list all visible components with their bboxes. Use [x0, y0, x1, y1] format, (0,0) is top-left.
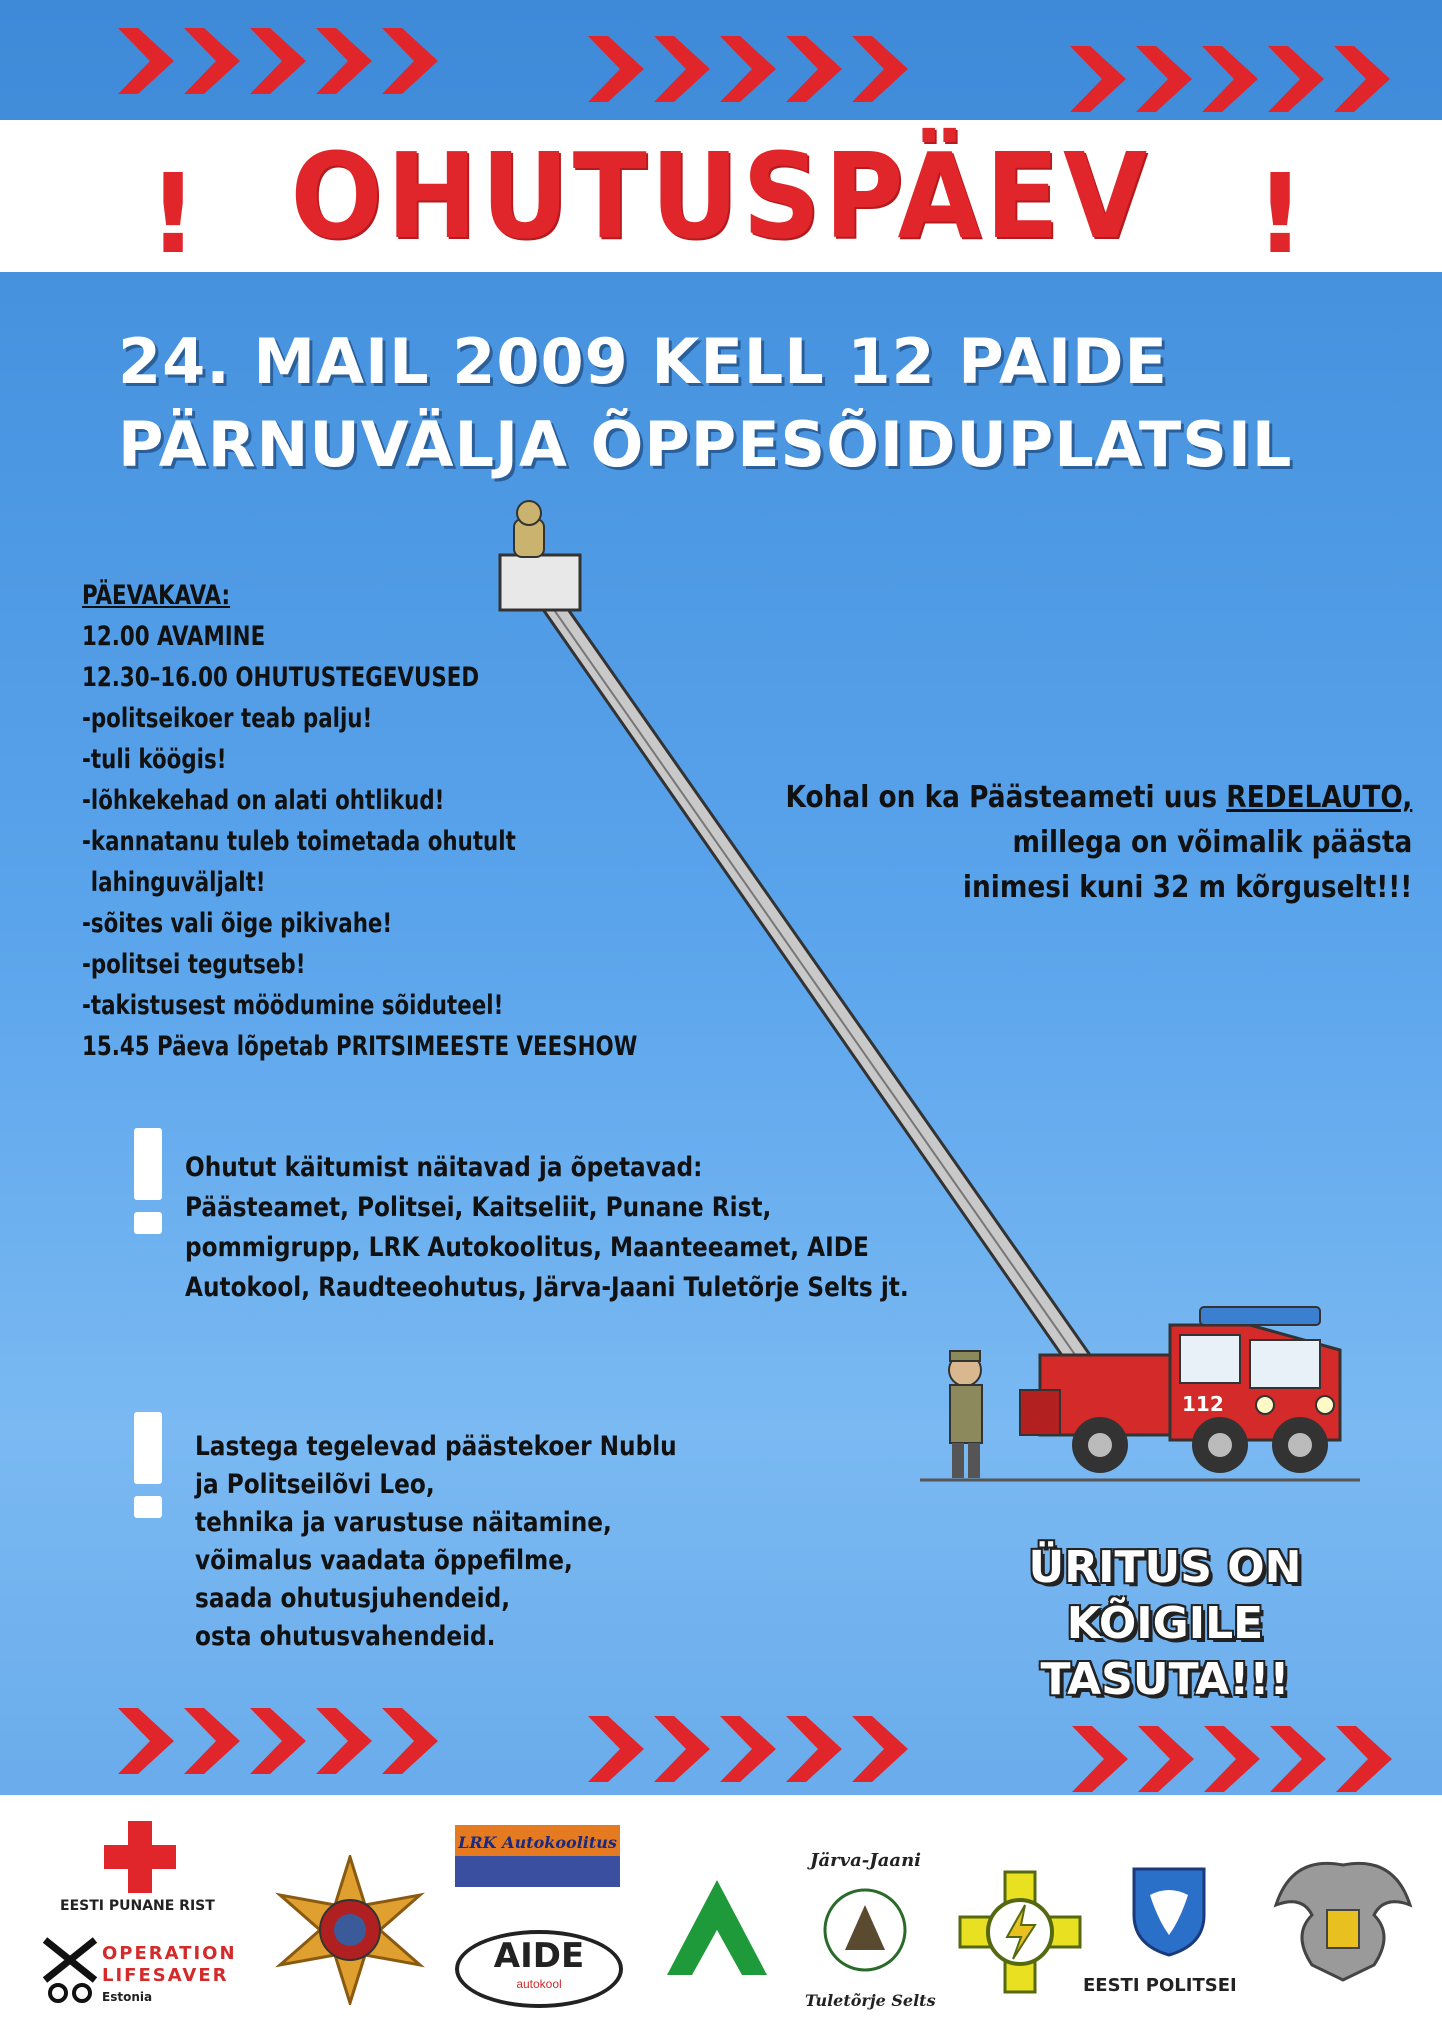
fire-truck-body [920, 1307, 1360, 1480]
headline-location: PÄRNUVÄLJA ÕPPESÕIDUPLATSIL [118, 408, 1293, 481]
chevron-right-icon [316, 1702, 372, 1780]
kids-line: Lastega tegelevad päästekoer Nublu [195, 1431, 677, 1462]
exclamation-icon [130, 1412, 166, 1522]
chevron-right-icon [184, 1702, 240, 1780]
kids-line: saada ohutusjuhendeid, [195, 1583, 511, 1614]
police-label: EESTI POLITSEI [1083, 1975, 1237, 1996]
aide-logo [455, 1930, 623, 2008]
top-arrows-center [588, 30, 908, 108]
partners-line: Ohutut käitumist näitavad ja õpetavad: [185, 1152, 703, 1183]
schedule-list [82, 575, 680, 1067]
chevron-right-icon [382, 22, 438, 100]
chevron-right-icon [184, 22, 240, 100]
schedule-item: -takistusest möödumine sõiduteel! [82, 990, 504, 1021]
free-event-notice [1000, 1540, 1330, 1708]
ladder-info-line2: millega on võimalik päästa [1012, 825, 1412, 860]
chevron-right-icon [316, 22, 372, 100]
schedule-item: 12.30–16.00 OHUTUSTEGEVUSED [82, 662, 480, 693]
chevron-right-icon [588, 30, 644, 108]
lifesaver-line2: LIFESAVER [102, 1965, 229, 1986]
exclamation-icon [130, 1128, 166, 1238]
chevron-right-icon [382, 1702, 438, 1780]
free-line: KÕIGILE [1066, 1598, 1264, 1649]
poster-title: OHUTUSPÄEV [290, 127, 1152, 265]
schedule-item: -tuli köögis! [82, 744, 227, 775]
free-line: ÜRITUS ON [1028, 1542, 1302, 1593]
schedule-heading: PÄEVAKAVA: [82, 580, 231, 611]
partners-line: Autokool, Raudteeohutus, Järva-Jaani Tuletõrje Selts jt. [185, 1272, 909, 1303]
eagle-emblem-icon [1272, 1855, 1414, 1985]
defence-league-cross-icon [955, 1867, 1085, 1997]
kids-line: võimalus vaadata õppefilme, [195, 1545, 573, 1576]
chevron-right-icon [786, 30, 842, 108]
lrk-logo [455, 1825, 620, 1887]
sponsor-logos [0, 1795, 1442, 2041]
schedule-item: lahinguväljalt! [90, 867, 266, 898]
chevron-right-icon [1138, 1720, 1194, 1798]
chevron-right-icon [1070, 40, 1126, 118]
railway-crossing-icon [40, 1935, 100, 2005]
jarva-jaani-fire-society-logo-icon [800, 1850, 930, 2010]
chevron-right-icon [1136, 40, 1192, 118]
aide-label: AIDE [493, 1936, 585, 1976]
schedule-item: -politsei tegutseb! [82, 949, 306, 980]
partners-line: pommigrupp, LRK Autokoolitus, Maanteeamet, AIDE [185, 1232, 869, 1263]
chevron-right-icon [786, 1710, 842, 1788]
schedule-item: -kannatanu tuleb toimetada ohutult [82, 826, 516, 857]
chevron-right-icon [852, 30, 908, 108]
chevron-right-icon [588, 1710, 644, 1788]
schedule-item: 12.00 AVAMINE [82, 621, 266, 652]
kids-line: osta ohutusvahendeid. [195, 1621, 496, 1652]
top-arrows-right [1070, 40, 1390, 118]
chevron-right-icon [1268, 40, 1324, 118]
chevron-right-icon [654, 1710, 710, 1788]
schedule-item: -lõhkekehad on alati ohtlikud! [82, 785, 445, 816]
jarva-jaani-top: Järva-Jaani [810, 1850, 922, 1871]
red-cross-label: EESTI PUNANE RIST [60, 1898, 215, 1914]
jarva-jaani-bottom: Tuletõrje Selts [805, 1991, 936, 2010]
kids-block [195, 1428, 677, 1656]
rescue-board-star-icon [275, 1855, 425, 2005]
free-line: TASUTA!!! [1040, 1654, 1290, 1705]
schedule-item: -sõites vali õige pikivahe! [82, 908, 393, 939]
chevron-right-icon [852, 1710, 908, 1788]
bottom-arrows-right [1072, 1720, 1392, 1798]
chevron-right-icon [654, 30, 710, 108]
chevron-right-icon [1202, 40, 1258, 118]
title-exclamation-right: ! [1255, 150, 1306, 278]
truck-number: 112 [1182, 1392, 1224, 1416]
chevron-right-icon [118, 1702, 174, 1780]
lifesaver-line1: OPERATION [102, 1943, 237, 1964]
chevron-right-icon [720, 30, 776, 108]
chevron-right-icon [1204, 1720, 1260, 1798]
kids-line: tehnika ja varustuse näitamine, [195, 1507, 612, 1538]
bottom-arrows-center [588, 1710, 908, 1788]
kids-line: ja Politseilõvi Leo, [195, 1469, 435, 1500]
ladder-info-line3: inimesi kuni 32 m kõrguselt!!! [962, 870, 1412, 905]
lrk-label: LRK Autokoolitus [458, 1833, 617, 1852]
lifesaver-line3: Estonia [102, 1990, 153, 2004]
bottom-arrows-left [118, 1702, 438, 1780]
headline-date: 24. MAIL 2009 KELL 12 PAIDE [118, 325, 1168, 398]
road-administration-logo-icon [662, 1875, 772, 1985]
firefighter-figure [949, 1351, 982, 1478]
partners-line: Päästeamet, Politsei, Kaitseliit, Punane Rist, [185, 1192, 772, 1223]
aide-sub-label: autokool [516, 1977, 562, 1991]
red-cross-logo-icon [100, 1817, 180, 1897]
chevron-right-icon [118, 22, 174, 100]
title-band [0, 120, 1442, 272]
chevron-right-icon [1334, 40, 1390, 118]
ladder-info-highlight: REDELAUTO, [1225, 780, 1412, 815]
ladder-info-line1: Kohal on ka Päästeameti uus [785, 780, 1226, 815]
chevron-right-icon [720, 1710, 776, 1788]
ladder-truck-info [785, 775, 1412, 910]
schedule-item: -politseikoer teab palju! [82, 703, 373, 734]
title-exclamation-left: ! [148, 150, 199, 278]
police-shield-icon [1130, 1865, 1208, 1957]
chevron-right-icon [1270, 1720, 1326, 1798]
chevron-right-icon [250, 22, 306, 100]
top-arrows-left [118, 22, 438, 100]
schedule-item: 15.45 Päeva lõpetab PRITSIMEESTE VEESHOW [82, 1031, 638, 1062]
chevron-right-icon [1072, 1720, 1128, 1798]
chevron-right-icon [1336, 1720, 1392, 1798]
partners-block [185, 1148, 909, 1308]
chevron-right-icon [250, 1702, 306, 1780]
